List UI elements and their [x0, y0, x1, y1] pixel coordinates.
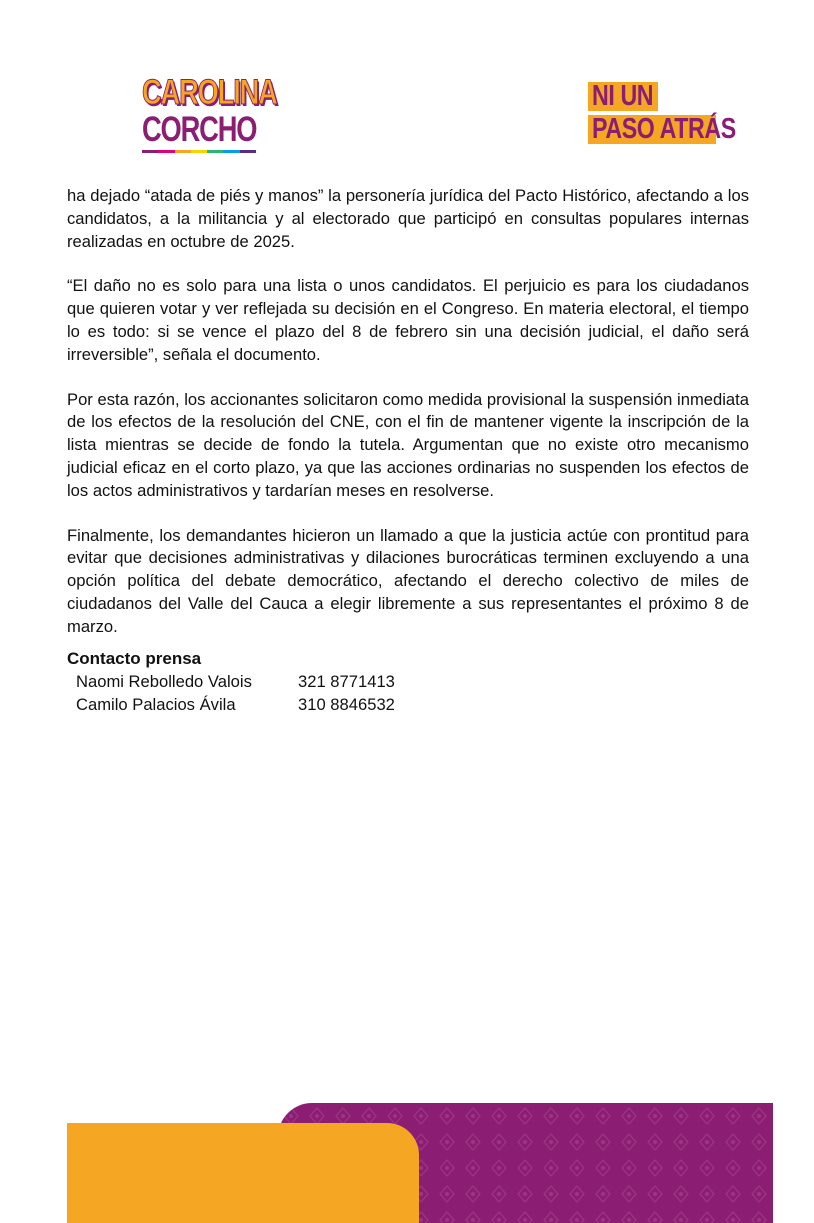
logo-color-stripes — [142, 150, 256, 153]
contact-title: Contacto prensa — [67, 649, 202, 668]
footer-orange-band — [67, 1123, 419, 1223]
stripe — [191, 150, 207, 153]
contact-phone: 310 8846532 — [298, 695, 395, 714]
logo-text-ni-un: NI UN — [592, 80, 654, 112]
contact-row — [67, 670, 395, 693]
logo-line-corcho: CORCHO — [142, 110, 257, 149]
contact-row — [67, 693, 395, 716]
contact-name: Naomi Rebolledo Valois — [76, 672, 252, 691]
stripe — [240, 150, 256, 153]
contact-name: Camilo Palacios Ávila — [76, 695, 236, 714]
stripe — [142, 150, 158, 153]
ni-un-paso-atras-logo — [588, 80, 736, 145]
paragraph-1: ha dejado “atada de piés y manos” la personería jurídica del Pacto Histórico, afectando a los candidatos, a la militancia y al electorado que participó en consultas populares internas realizadas en octubre de 2025. — [67, 186, 749, 251]
paragraph-4: Finalmente, los demandantes hicieron un llamado a que la justicia actúe con prontitud para evitar que decisiones administrativas y dilaciones burocráticas terminen excluyendo a una opción política del debate democrático, afectando el derecho colectivo de miles de ciudadanos del Valle del Cauca a elegir libremente a sus representantes el próximo 8 de marzo. — [67, 525, 749, 636]
logo-line-paso-atras — [588, 113, 736, 145]
stripe — [207, 150, 223, 153]
stripe — [175, 150, 191, 153]
paragraph-3: Por esta razón, los accionantes solicitaron como medida provisional la suspensión inmediata de los efectos de la resolución del CNE, con el fin de mantener vigente la inscripción de la lista mientras se decide de fondo la tutela. Argumentan que no existe otro mecanismo judicial eficaz en el corto plazo, ya que las acciones ordinarias no suspenden los efectos de los actos administrativos y tardarían meses en resolverse. — [67, 389, 749, 500]
paragraph-2: “El daño no es solo para una lista o unos candidatos. El perjuicio es para los ciudadanos que quieren votar y ver reflejada su decisión en el Congreso. En materia electoral, el tiempo lo es todo: si se vence el plazo del 8 de febrero sin una decisión judicial, el daño será irreversible”, señala el documento. — [67, 276, 749, 364]
press-contact — [67, 648, 395, 716]
carolina-corcho-logo — [142, 73, 277, 156]
logo-text-paso-atras: PASO ATRÁS — [592, 113, 736, 145]
stripe — [223, 150, 239, 153]
logo-line-carolina: CAROLINA — [142, 73, 277, 112]
logo-line-ni-un — [588, 82, 658, 111]
contact-phone: 321 8771413 — [298, 672, 395, 691]
press-release-body — [67, 185, 749, 661]
stripe — [158, 150, 174, 153]
